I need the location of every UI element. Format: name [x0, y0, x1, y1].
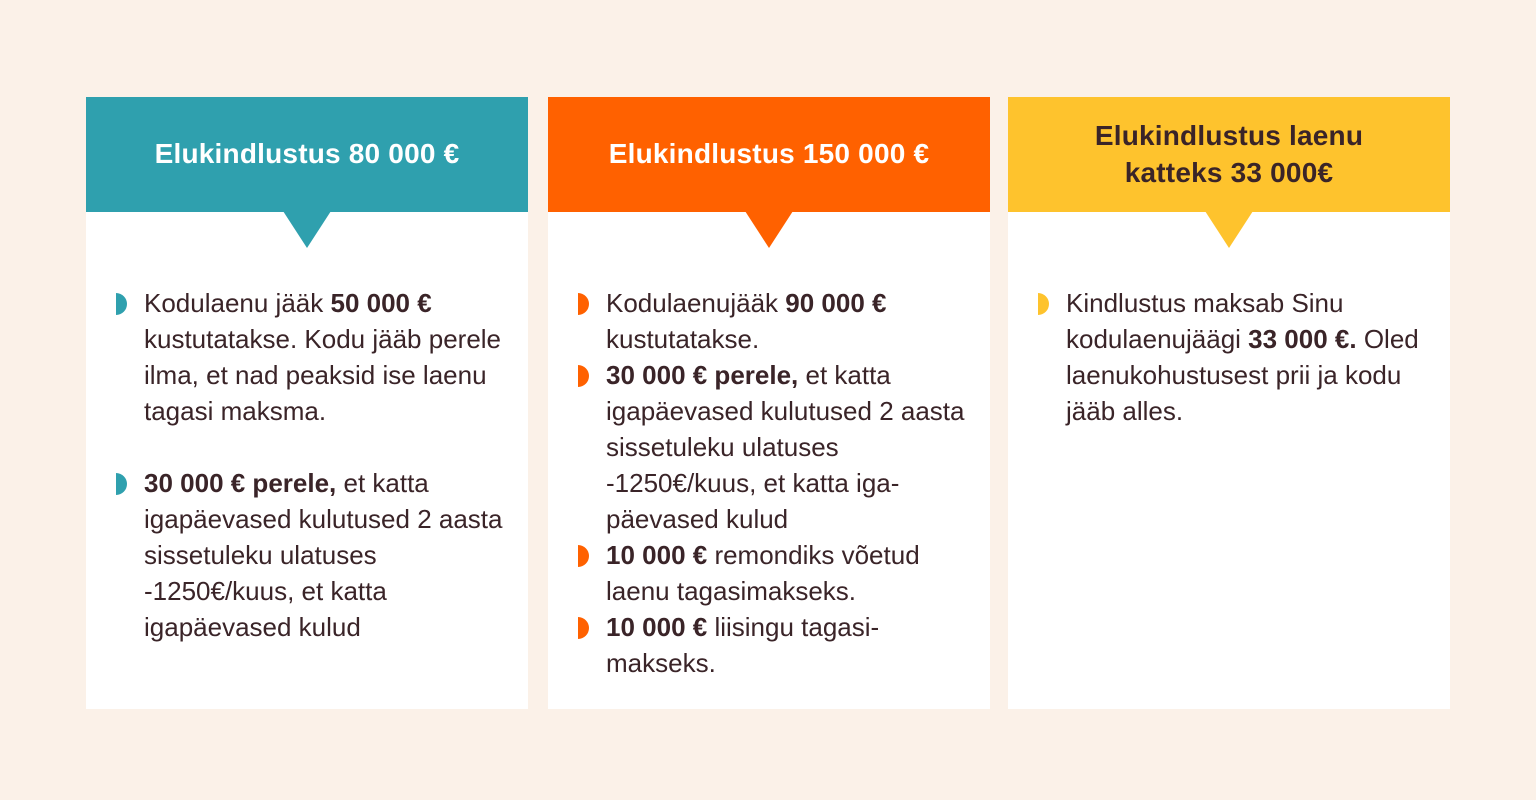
item-bold: 30 000 € perele,	[606, 360, 799, 390]
card-150000	[548, 97, 990, 709]
card-body	[114, 285, 508, 645]
half-circle-bullet-icon	[578, 365, 589, 387]
card-laenu-katteks	[1008, 97, 1450, 709]
item-text: Kindlustus maksab Sinu kodulaenujäägi	[1066, 288, 1344, 354]
item-bold: 10 000 €	[606, 612, 708, 642]
card-title: Elukindlustus 150 000 €	[608, 138, 930, 170]
card-title	[1095, 118, 1363, 191]
card-title-line1: Elukindlustus laenu	[1094, 120, 1364, 152]
card-title: Elukindlustus 80 000 €	[154, 138, 460, 170]
list-item	[114, 285, 508, 429]
header-pointer-icon	[1205, 211, 1253, 248]
list-item	[1036, 285, 1420, 429]
half-circle-bullet-icon	[116, 473, 127, 495]
card-header	[86, 97, 528, 212]
item-bold: 33 000 €.	[1248, 324, 1357, 354]
item-text: remondiks võetud laenu tagasimakseks.	[606, 540, 920, 606]
item-bold: 90 000 €	[785, 288, 887, 318]
card-body	[576, 285, 976, 681]
item-bold: 30 000 € perele,	[144, 468, 337, 498]
half-circle-bullet-icon	[1038, 293, 1049, 315]
card-header	[548, 97, 990, 212]
header-pointer-icon	[283, 211, 331, 248]
card-header	[1008, 97, 1450, 212]
list-item	[114, 465, 508, 645]
half-circle-bullet-icon	[578, 293, 589, 315]
card-body	[1036, 285, 1420, 429]
item-text: et katta igapäevased kulutused 2 aasta sissetuleku ulatuses -1250€/kuus, et katta igapäevased kulud	[144, 468, 503, 642]
list-item	[576, 285, 976, 357]
half-circle-bullet-icon	[578, 617, 589, 639]
item-text: Kodulaenujääk	[606, 288, 786, 318]
list-item	[576, 609, 976, 681]
card-title-amount: 33 000€	[1230, 156, 1334, 188]
item-text: Oled laenukohustusest prii ja kodu jääb alles.	[1066, 324, 1419, 426]
card-title-line2: katteks	[1124, 156, 1231, 188]
item-text: liisingu tagasi-makseks.	[606, 612, 880, 678]
half-circle-bullet-icon	[578, 545, 589, 567]
list-item	[576, 537, 976, 609]
item-bold: 10 000 €	[606, 540, 708, 570]
item-text: Kodulaenu jääk	[144, 288, 331, 318]
item-text: kustutatakse.	[606, 324, 760, 354]
item-text: kustutatakse. Kodu jääb perele ilma, et nad peaksid ise laenu tagasi maksma.	[144, 324, 502, 426]
header-pointer-icon	[745, 211, 793, 248]
card-80000	[86, 97, 528, 709]
item-bold: 50 000 €	[330, 288, 432, 318]
half-circle-bullet-icon	[116, 293, 127, 315]
item-text: et katta igapäevased kulutused 2 aasta sissetuleku ulatuses -1250€/kuus, et katta iga-päevased kulud	[606, 360, 965, 534]
list-item	[576, 357, 976, 537]
